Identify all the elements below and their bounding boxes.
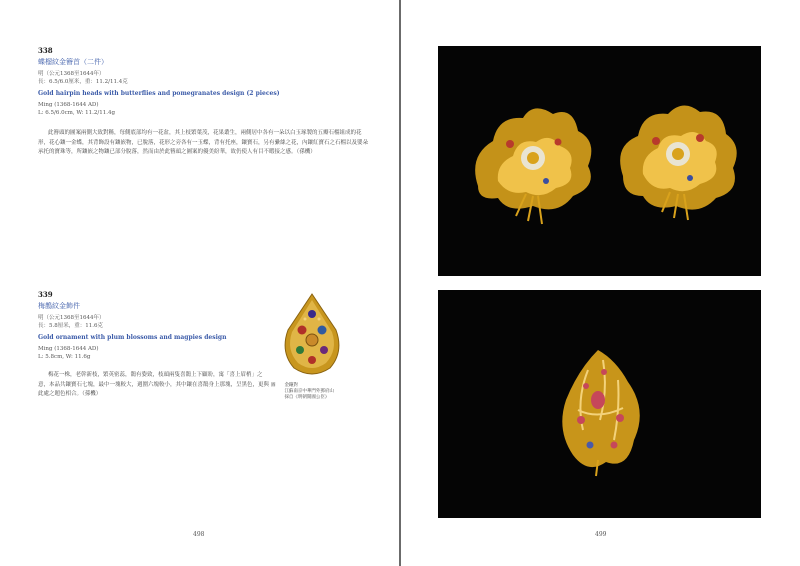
figure-label: 圖 [271, 383, 276, 388]
description-chinese: 此簪頭的圖案兩側大致對稱，每側底部均有一花盆，其上枝繁葉茂，花果叢生，兩側居中各有一朵以白玉琢製的五瓣石榴組成的花形，花心鑲一金蝶，其背飾設有鑲嵌物，已脫落，花形之旁各有一玉蝶，背有托座，鑲寶石，另有纍絲之花，內鑲紅寶石之石榴以及嬰朵承托的寶珠等，所鑲嵌之物鑲已部分脫落，然而由於此簪頭之圖案的優美紛華，故仍使人有目不暇接之感。（孫機） [38, 130, 369, 155]
catalog-entry-339 [38, 290, 270, 400]
title-english: Gold ornament with plum blossoms and magpies design [38, 334, 227, 341]
catalog-number: 338 [38, 46, 53, 55]
page-number-right: 499 [595, 531, 607, 538]
catalog-number: 339 [38, 290, 53, 299]
title-chinese: 蝶榴紋金簪首（二件） [38, 58, 108, 66]
description-chinese: 梅花一株，老幹新枝，繁英密蕊，鵲有姿致，枝頭兩隻喜鵲上下顧盼，寓「喜上眉梢」之意，本品共鑲寶石七塊，最中一塊較大，週圍六塊較小，其中鑲在喜鵲身上那塊，呈黑色，更與此處之題色相合。（孫機） [38, 372, 270, 397]
reference-caption [271, 383, 334, 401]
dynasty-english: Ming (1368-1644 AD) [38, 102, 99, 108]
caption-line: 江蘇南京中華門外鄧府山 [284, 389, 334, 394]
catalog-entry-338 [38, 46, 368, 158]
page-number-left: 498 [193, 531, 205, 538]
size-chinese: 長：6.5/6.0厘米，重：11.2/11.4克 [38, 79, 128, 85]
size-english: L: 6.5/6.0cm, W: 11.2/11.4g [38, 110, 116, 116]
hairpin-right [620, 105, 737, 220]
dynasty-chinese: 明（公元1368至1644年） [38, 315, 105, 321]
right-page [401, 0, 800, 566]
caption-line: 金鑲對 [284, 383, 298, 388]
hairpin-left [475, 108, 591, 224]
reference-ornament-image [272, 290, 352, 380]
title-english: Gold hairpin heads with butterflies and pomegranates design (2 pieces) [38, 90, 280, 97]
caption-line: 採自《明朝開國公臣》 [284, 395, 330, 400]
size-chinese: 長：5.8厘米，重：11.6克 [38, 323, 103, 329]
dynasty-chinese: 明（公元1368至1644年） [38, 71, 105, 77]
left-page [0, 0, 399, 566]
size-english: L: 5.8cm, W: 11.6g [38, 354, 91, 360]
gold-ornament-photo [438, 290, 761, 518]
title-chinese: 梅鵲紋金飾件 [38, 302, 80, 310]
dynasty-english: Ming (1368-1644 AD) [38, 346, 99, 352]
hairpin-heads-photo [438, 46, 761, 276]
